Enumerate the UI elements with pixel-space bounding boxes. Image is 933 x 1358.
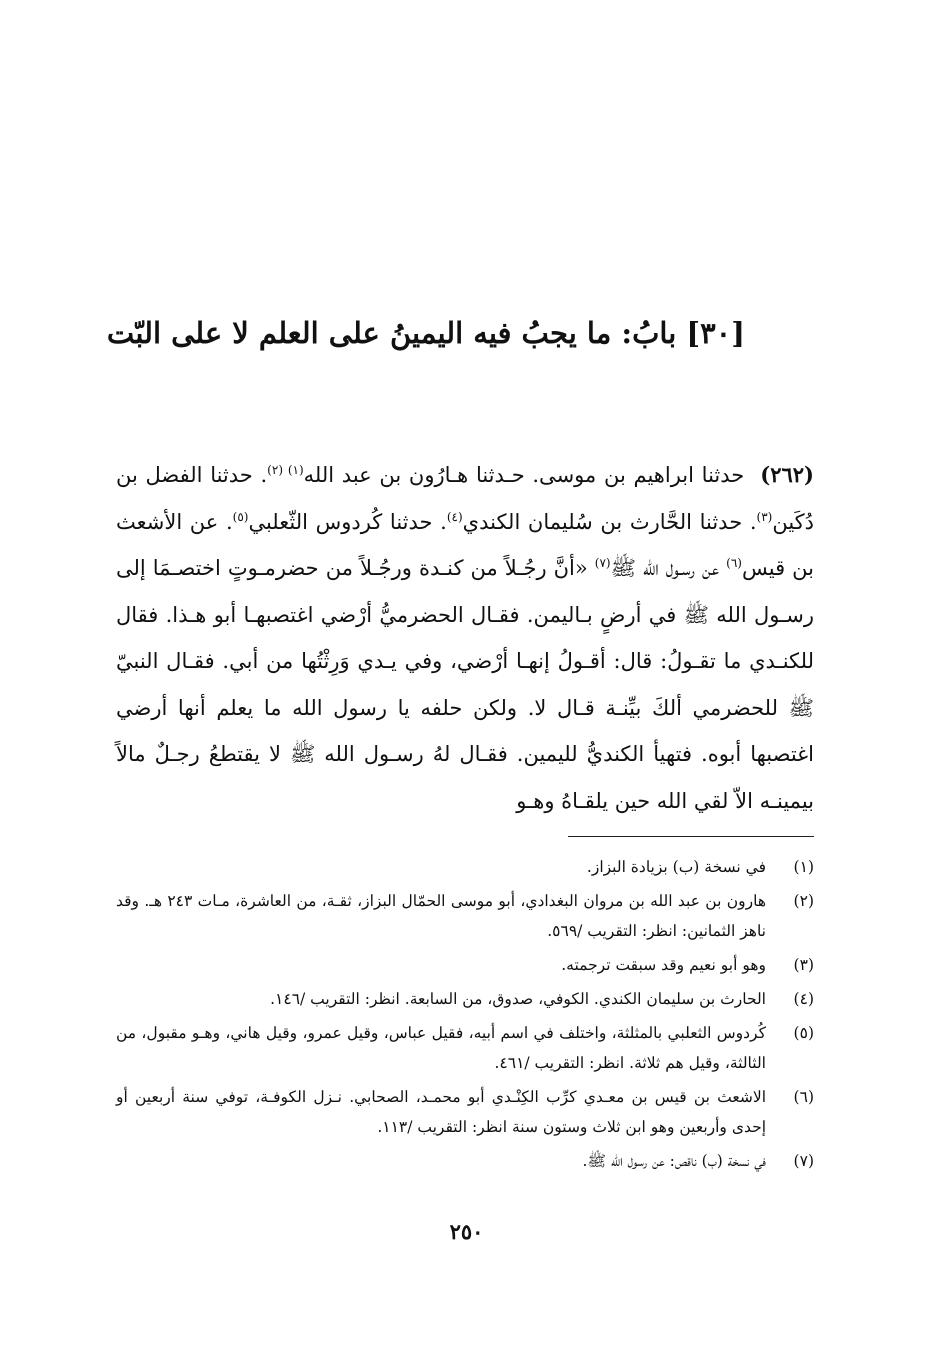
footnote-text: الاشعث بن قيس بن معـدي كرِّب الكِنْـدي أبو محمـد، الصحابي. نـزل الكوفـة، توفي سنة أربعين أو إحدى وأربعين وهو ابن ثلاث وستون سنة انظر: التقريب /١١٣. bbox=[116, 1088, 766, 1136]
footnote-number: (٧) bbox=[793, 1152, 814, 1170]
footnote-number: (٣) bbox=[793, 956, 814, 974]
hadith-number: (٢٦٢) bbox=[760, 462, 814, 487]
footnote-divider bbox=[568, 836, 814, 837]
hadith-segment: . حدثنا الحَّارث بن سُليمان الكندي bbox=[462, 509, 757, 534]
footnote bbox=[116, 1082, 814, 1142]
footnote-text: في نسخة (ب) ناقص: عن رسول الله ﷺ. bbox=[582, 1152, 766, 1170]
footnote-number: (٤) bbox=[793, 990, 814, 1008]
footnote bbox=[116, 1018, 814, 1078]
footnote-text: هارون بن عبد الله بن مروان البغدادي، أبو موسى الحمّال البزاز، ثقـة، من العاشرة، مـات ٢٤٣ هـ. وقد ناهز الثمانين: انظر: التقريب /٥٦٩. bbox=[116, 892, 766, 940]
footnote-text: في نسخة (ب) بزيادة البزاز. bbox=[586, 858, 766, 876]
footnote-reference: (٤) bbox=[446, 509, 463, 524]
hadith-segment: . حدثنا الفضل بن دُكَين bbox=[116, 463, 814, 534]
hadith-segment: حدثنا ابراهيم بن موسى. حـدثنا هـارُون بن عبد الله bbox=[303, 463, 745, 487]
hadith-text bbox=[116, 452, 814, 824]
footnote-text: كُردوس الثعلبي بالمثلثة، واختلف في اسم أبيه، فقيل عباس، وقيل عمرو، وقيل هاني، وهـو مقبول، من الثالثة، وقيل هم ثلاثة. انظر: التقريب /٤٦١. bbox=[116, 1024, 766, 1072]
footnote-number: (٦) bbox=[793, 1088, 814, 1106]
chapter-title: [٣٠] بابُ: ما يجبُ فيه اليمينُ على العلم لا على البّت bbox=[106, 316, 745, 351]
hadith-segment: «أنَّ رجُـلاً من كنـدة ورجُـلاً من حضرمـوتٍ اختصـمَا إلى رسـول الله ﷺ في أرضٍ بـاليمن. فقـال الحضرميُّ أرْضي اغتصبهـا أبو هـذا. فقال للكنـدي ما تقـولُ: قال: أقـولُ إنهـا أرْضي، وفي يـدي وَرِثْتُها من أبي. فقـال النبيّ ﷺ للحضرمي ألكَ بيِّنـة قـال لا. ولكن حلفه يا رسول الله ما يعلم أنها أرضي اغتصبها أبوه. فتهيأ الكنديُّ لليمين. فقـال لهُ رسـول الله ﷺ لا يقتطعُ رجـلٌ مالاً بيمينـه الاّ لقي الله حين يلقـاهُ وهـو bbox=[116, 556, 814, 813]
footnote-number: (٥) bbox=[793, 1024, 814, 1042]
footnote-reference: (٣) bbox=[756, 509, 773, 524]
footnote bbox=[116, 984, 814, 1014]
footnote bbox=[116, 852, 814, 882]
footnote-reference: (١) (٢) bbox=[267, 463, 304, 477]
footnotes bbox=[116, 852, 814, 1180]
footnote-number: (١) bbox=[793, 858, 814, 876]
footnote bbox=[116, 1146, 814, 1176]
footnote-reference: (٦) bbox=[726, 556, 742, 570]
footnote-text: وهو أبو نعيم وقد سبقت ترجمته. bbox=[561, 956, 766, 974]
footnote-reference: (٥) bbox=[232, 509, 249, 524]
hadith-segment: عن رسـول الله ﷺ bbox=[610, 556, 727, 580]
footnote-text: الحارث بن سليمان الكندي. الكوفي، صدوق، من السابعة. انظر: التقريب /١٤٦. bbox=[270, 990, 766, 1008]
footnote bbox=[116, 886, 814, 946]
page-number: ٢٥٠ bbox=[449, 1219, 484, 1244]
footnote-number: (٢) bbox=[793, 892, 814, 910]
footnote-reference: (٧) bbox=[594, 556, 611, 570]
hadith-segment: . حدثنا كُردوس الثّعلبي bbox=[248, 509, 447, 534]
hadith-segment: . عن الأشعث بن قيس bbox=[116, 509, 814, 580]
footnote bbox=[116, 950, 814, 980]
